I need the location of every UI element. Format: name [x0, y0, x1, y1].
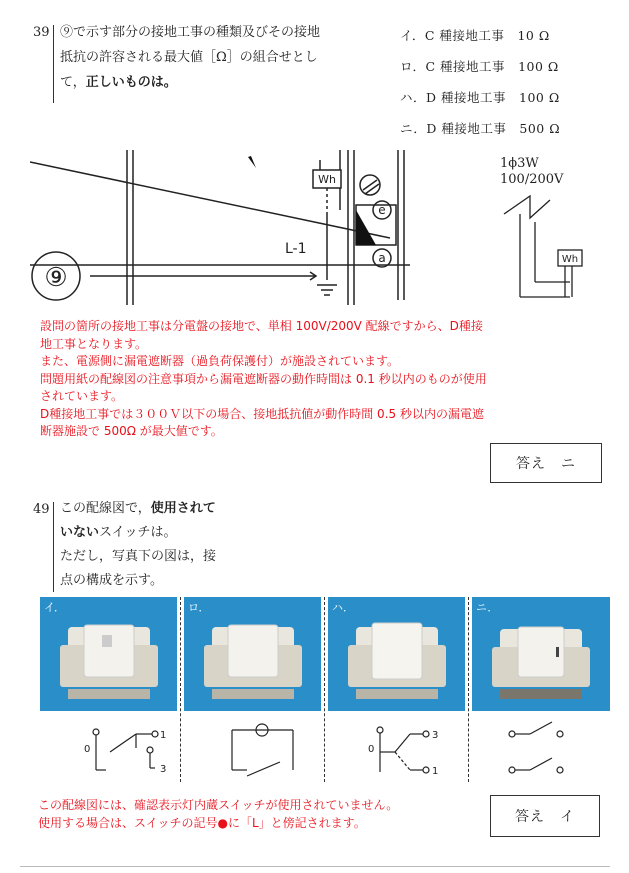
- switch-photo-ni[interactable]: [472, 597, 610, 711]
- explanation-49-line-1: この配線図には、確認表示灯内蔵スイッチが使用されていません。: [38, 798, 399, 812]
- explanation-39-line-4: 問題用紙の配線図の注意事項から漏電遮断器の動作時間は 0.1 秒以内のものが使用: [40, 371, 487, 386]
- contact-ha-t3: 3: [432, 730, 439, 741]
- explanation-39-line-6: D種接地工事では３００Ｖ以下の場合、接地抵抗値が動作時間 0.5 秒以内の漏電遮: [40, 406, 484, 421]
- question-49-bar: [53, 502, 54, 592]
- switch-photo-i[interactable]: [40, 597, 177, 711]
- answer-box-49: 答え イ: [490, 795, 600, 837]
- explanation-39-line-3: また、電源側に漏電遮断器（過負荷保護付）が施設されています。: [40, 354, 400, 368]
- question-49-line-4: 点の構成を示す。: [60, 573, 163, 588]
- question-49-text: [60, 497, 290, 593]
- voltage-label: 100/200V: [500, 172, 564, 187]
- explanation-39-line-5: されています。: [40, 389, 124, 403]
- option-i[interactable]: イ．C 種接地工事 10 Ω: [400, 28, 550, 43]
- option-ro[interactable]: ロ．C 種接地工事 100 Ω: [400, 59, 559, 74]
- explanation-39: [40, 318, 610, 441]
- contact-i-t1: 1: [160, 730, 167, 741]
- question-49-line-2: いないスイッチは。: [60, 525, 177, 540]
- photo-label-ha: ハ．: [332, 601, 354, 614]
- photo-label-ro: ロ．: [188, 601, 210, 614]
- photo-label-i: イ．: [44, 601, 66, 614]
- answer-box-39: 答え ニ: [490, 443, 602, 483]
- question-39-number: 39: [33, 25, 50, 40]
- explanation-39-line-2: 地工事となります。: [40, 336, 148, 351]
- wiring-diagram-excerpt: [30, 150, 410, 305]
- question-39-options: [400, 26, 620, 150]
- supply-label: 1ϕ3W: [500, 156, 539, 171]
- marker-9: ⑨: [44, 263, 68, 293]
- question-39-text: [60, 20, 380, 95]
- explanation-49: [38, 797, 488, 832]
- explanation-39-line-1: 設問の箇所の接地工事は分電盤の接地で、単相 100V/200V 配線ですから、D種接: [40, 319, 483, 333]
- option-ni[interactable]: ニ．D 種接地工事 500 Ω: [400, 121, 561, 136]
- question-49-line-3: ただし，写真下の図は，接: [60, 549, 217, 564]
- switch-photos: [40, 597, 610, 711]
- supply-diagram: [490, 152, 610, 302]
- switch-photo-ro[interactable]: [184, 597, 321, 711]
- meter-label: Wh: [318, 173, 336, 186]
- photo-label-ni: ニ．: [476, 601, 499, 614]
- explanation-39-line-7: 断器施設で 500Ω が最大値です。: [40, 424, 223, 438]
- line-label: L-1: [285, 241, 307, 257]
- contact-ha-t1: 1: [432, 766, 439, 777]
- question-39-line-2: 抵抗の許容される最大値［Ω］の組合せとし: [60, 50, 318, 65]
- e-mark: e: [378, 203, 386, 217]
- contact-i-t3: 3: [160, 764, 167, 775]
- bottom-rule: [20, 866, 610, 867]
- question-49-line-1: この配線図で，使用されて: [60, 501, 216, 516]
- option-ha[interactable]: ハ．D 種接地工事 100 Ω: [400, 90, 560, 105]
- question-39-line-1: ⑨で示す部分の接地工事の種類及びその接地: [60, 25, 321, 40]
- contact-ha-t0: 0: [368, 744, 375, 755]
- contact-diagrams: [40, 712, 610, 787]
- question-39-bar: [53, 25, 54, 103]
- meter2-label: Wh: [561, 254, 579, 265]
- switch-photo-ha[interactable]: [328, 597, 465, 711]
- contact-i-t0: 0: [84, 744, 91, 755]
- explanation-49-line-2: 使用する場合は、スイッチの記号●に「L」と傍記されます。: [38, 815, 366, 830]
- question-39-line-3: て，正しいものは。: [60, 75, 177, 90]
- question-49-number: 49: [33, 502, 50, 517]
- a-mark: a: [378, 251, 386, 265]
